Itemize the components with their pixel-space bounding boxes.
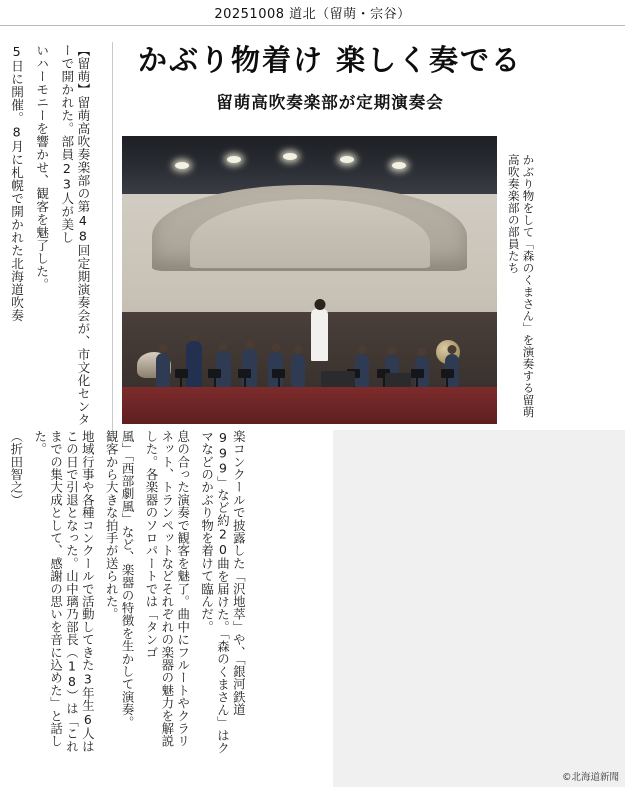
blank-panel: [333, 430, 625, 787]
stage-platform: [321, 371, 355, 387]
lead-column-2: いハーモニーを響かせ、観客を魅了した。: [34, 44, 50, 291]
column-divider: [112, 42, 113, 432]
music-stand-icon: [441, 369, 454, 378]
newspaper-article: [0, 26, 625, 787]
musician-figure: [156, 353, 170, 387]
headline-block: [120, 44, 540, 113]
music-stand-icon: [208, 369, 221, 378]
body-column-2: 息の合った演奏で観客を魅了。曲中にフルートやクラリネット、トランペットなどそれぞれの楽器の魅力を解説した。各楽器のソロパートでは「タンゴ: [144, 430, 191, 748]
lead-column-1: 【留萌】留萌高吹奏楽部の第48回定期演奏会が、市文化センターで開かれた。部員23人が美し: [59, 44, 91, 426]
photo-caption: かぶり物をして「森のくまさん」を演奏する留萌高吹奏楽部の部員たち: [506, 154, 536, 418]
page-title: かぶり物着け 楽しく奏でる: [137, 43, 523, 77]
stage-platform: [385, 373, 411, 387]
photo-stage-apron: [122, 387, 497, 424]
subheadline: 留萌高吹奏楽部が定期演奏会: [216, 93, 444, 113]
stage-light-icon: [392, 162, 406, 169]
musician-figure: [291, 354, 305, 387]
conductor-figure: [311, 309, 328, 361]
music-stand-icon: [411, 369, 424, 378]
lead-columns: [8, 44, 90, 429]
body-column-1: 楽コンクールで披露した「沢地萃」や、「銀河鉄道999」など約20曲を届けた。「森のくまさん」はクマなどのかぶり物を着けて臨んだ。: [199, 430, 247, 755]
page-header: [0, 0, 625, 26]
music-stand-icon: [272, 369, 285, 378]
body-column-3: 風」「西部劇風」など、楽器の特徴を生かして演奏。観客から大きな拍手が送られた。: [104, 430, 136, 729]
stage-light-icon: [340, 156, 354, 163]
article-photo: [122, 136, 497, 424]
music-stand-icon: [238, 369, 251, 378]
music-stand-icon: [175, 369, 188, 378]
page-header-title: 20251008 道北（留萌・宗谷）: [214, 7, 411, 22]
musician-figure: [186, 341, 202, 387]
byline: （折田智之）: [8, 430, 24, 507]
body-column-4: 地域行事や各種コンクールで活動してきた3年生6人はこの日で引退となった。山中璃乃部長（18）は「これまでの集大成として、感謝の思いを音に込めた」と話した。: [32, 430, 96, 753]
copyright-notice: ©北海道新聞: [561, 772, 619, 783]
stage-light-icon: [175, 162, 189, 169]
lead-column-3: 5日に開催。8月に札幌で開かれた北海道吹奏: [9, 44, 25, 322]
body-columns: [8, 430, 246, 760]
